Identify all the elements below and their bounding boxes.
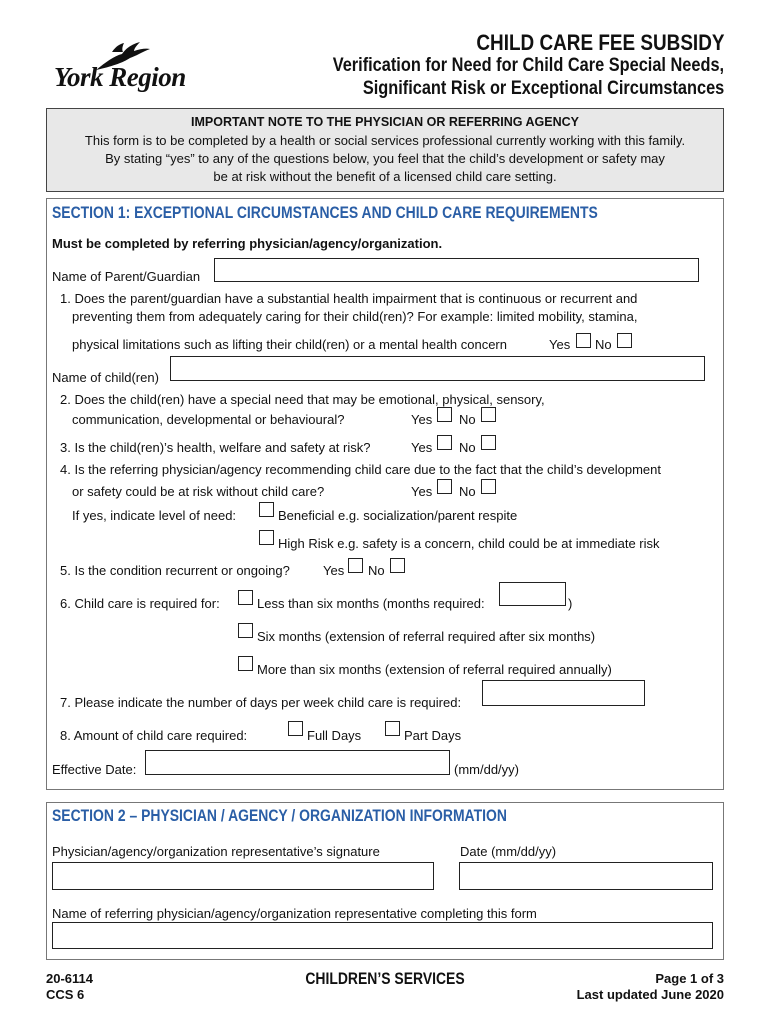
form-number-block [46, 971, 93, 1003]
q4-yes-label: Yes [411, 484, 433, 499]
q1-no-label: No [595, 337, 612, 352]
question-8-label: 8. Amount of child care required: [60, 728, 248, 743]
representative-name-label: Name of referring physician/agency/organization representative completing this form [52, 906, 537, 921]
q4-no-label: No [459, 484, 476, 499]
q8-full-days-checkbox[interactable] [288, 721, 303, 736]
q6-more-than-six-label: More than six months (extension of referral required annually) [257, 662, 612, 677]
child-name-label: Name of child(ren) [52, 370, 159, 385]
page-title: CHILD CARE FEE SUBSIDY [475, 30, 724, 55]
need-beneficial-label: Beneficial e.g. socialization/parent respite [278, 508, 518, 523]
need-level-label: If yes, indicate level of need: [72, 508, 237, 523]
days-per-week-field[interactable] [482, 680, 645, 706]
months-required-field[interactable] [499, 582, 566, 606]
note-line-2: By stating “yes” to any of the questions below, you feel that the child’s development or safety may [105, 151, 665, 166]
q3-no-label: No [459, 440, 476, 455]
q3-no-checkbox[interactable] [481, 435, 496, 450]
section-1-title: SECTION 1: EXCEPTIONAL CIRCUMSTANCES AND CHILD CARE REQUIREMENTS [52, 203, 598, 222]
last-updated: Last updated June 2020 [576, 987, 724, 1002]
q3-yes-checkbox[interactable] [437, 435, 452, 450]
signature-label: Physician/agency/organization representative’s signature [52, 844, 380, 859]
important-note-box [46, 108, 724, 192]
effective-date-format: (mm/dd/yy) [454, 762, 519, 777]
q6-six-months-label: Six months (extension of referral required after six months) [257, 629, 596, 644]
question-1-line-3: physical limitations such as lifting their child(ren) or a mental health concern [72, 337, 507, 352]
page-number: Page 1 of 3 [655, 971, 724, 986]
page-subtitle-line-2: Significant Risk or Exceptional Circumstances [362, 78, 724, 99]
page-subtitle-line-1: Verification for Need for Child Care Special Needs, [332, 55, 724, 76]
parent-guardian-field[interactable] [214, 258, 699, 282]
logo-text: York Region [54, 62, 186, 92]
section-1-intro: Must be completed by referring physician/agency/organization. [52, 236, 443, 251]
form-code: CCS 6 [46, 987, 85, 1002]
q2-yes-checkbox[interactable] [437, 407, 452, 422]
question-2-line-2: communication, developmental or behavioural? [72, 412, 345, 427]
note-title: IMPORTANT NOTE TO THE PHYSICIAN OR REFERRING AGENCY [191, 115, 579, 129]
q8-part-days-checkbox[interactable] [385, 721, 400, 736]
question-4-line-2: or safety could be at risk without child care? [72, 484, 325, 499]
note-line-3: be at risk without the benefit of a licensed child care setting. [213, 169, 557, 184]
form-number: 20-6114 [46, 971, 93, 986]
question-6-label: 6. Child care is required for: [60, 596, 220, 611]
question-1-line-2: preventing them from adequately caring for their child(ren)? For example: limited mobility, stamina, [72, 309, 638, 324]
signature-date-label: Date (mm/dd/yy) [460, 844, 557, 859]
need-beneficial-checkbox[interactable] [259, 502, 274, 517]
q4-no-checkbox[interactable] [481, 479, 496, 494]
question-4-line-1: 4. Is the referring physician/agency recommending child care due to the fact that the child’s development [60, 462, 661, 477]
question-7: 7. Please indicate the number of days per week child care is required: [60, 695, 462, 710]
effective-date-field[interactable] [145, 750, 450, 775]
representative-name-field[interactable] [52, 922, 713, 949]
q1-yes-checkbox[interactable] [576, 333, 591, 348]
need-high-risk-label: High Risk e.g. safety is a concern, child could be at immediate risk [278, 536, 660, 551]
page-info-block [577, 971, 724, 1003]
q2-yes-label: Yes [411, 412, 433, 427]
q6-six-months-checkbox[interactable] [238, 623, 253, 638]
child-name-field[interactable] [170, 356, 705, 381]
question-2-line-1: 2. Does the child(ren) have a special need that may be emotional, physical, sensory, [60, 392, 545, 407]
q5-yes-checkbox[interactable] [348, 558, 363, 573]
q8-full-days-label: Full Days [307, 728, 362, 743]
note-line-1: This form is to be completed by a health or social services professional currently working with this family. [84, 133, 686, 148]
q3-yes-label: Yes [411, 440, 433, 455]
parent-guardian-label: Name of Parent/Guardian [52, 269, 201, 284]
department-name: CHILDREN’S SERVICES [305, 969, 465, 988]
york-region-logo [54, 40, 194, 96]
signature-date-field[interactable] [459, 862, 713, 890]
q5-yes-label: Yes [323, 563, 345, 578]
need-high-risk-checkbox[interactable] [259, 530, 274, 545]
effective-date-label: Effective Date: [52, 762, 137, 777]
q6-less-than-six-checkbox[interactable] [238, 590, 253, 605]
question-5: 5. Is the condition recurrent or ongoing? [60, 563, 290, 578]
signature-field[interactable] [52, 862, 434, 890]
q5-no-checkbox[interactable] [390, 558, 405, 573]
q1-no-checkbox[interactable] [617, 333, 632, 348]
q5-no-label: No [368, 563, 385, 578]
question-1-line-1: 1. Does the parent/guardian have a substantial health impairment that is continuous or recurrent and [60, 291, 638, 306]
q1-yes-label: Yes [549, 337, 571, 352]
q6-more-than-six-checkbox[interactable] [238, 656, 253, 671]
q8-part-days-label: Part Days [404, 728, 462, 743]
section-2-title: SECTION 2 – PHYSICIAN / AGENCY / ORGANIZATION INFORMATION [52, 806, 507, 825]
question-3: 3. Is the child(ren)’s health, welfare and safety at risk? [60, 440, 371, 455]
q2-no-label: No [459, 412, 476, 427]
q6-less-than-six-label: Less than six months (months required: [257, 596, 485, 611]
q2-no-checkbox[interactable] [481, 407, 496, 422]
q6-close-paren: ) [568, 596, 573, 611]
q4-yes-checkbox[interactable] [437, 479, 452, 494]
